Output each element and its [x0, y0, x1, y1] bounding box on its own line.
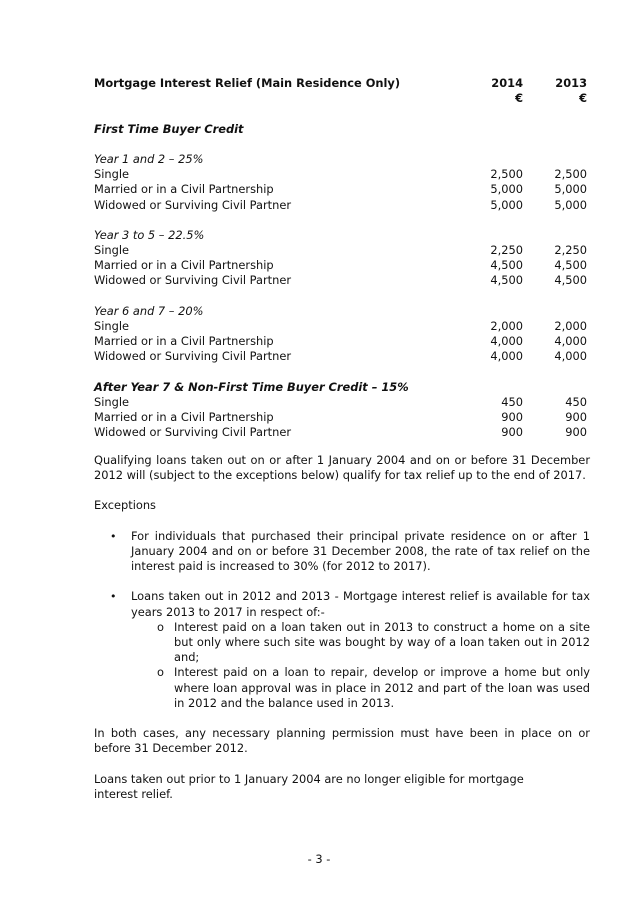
group-heading: Year 6 and 7 – 20%	[94, 303, 204, 318]
group-heading: Year 1 and 2 – 25%	[94, 151, 204, 166]
value-2013: 4,500	[554, 273, 587, 288]
document-page	[94, 76, 590, 802]
value-2013: 2,000	[554, 319, 587, 334]
both-cases-paragraph: In both cases, any necessary planning permission must have been in place on or before 31 December 2012.	[94, 726, 590, 756]
row-label: Single	[94, 243, 130, 258]
sub-bullet-text: Interest paid on a loan taken out in 2013 to construct a home on a site but only where such site was bought by way of a loan taken out in 2012 and;	[174, 619, 590, 665]
row-label: Widowed or Surviving Civil Partner	[94, 197, 292, 212]
section-title: First Time Buyer Credit	[94, 121, 244, 136]
row-label: Single	[94, 319, 130, 334]
rate-group	[94, 304, 590, 365]
row-label: Widowed or Surviving Civil Partner	[94, 273, 292, 288]
value-2014: 900	[501, 410, 523, 425]
value-2013: 900	[565, 410, 587, 425]
value-2013: 5,000	[554, 182, 587, 197]
table-row	[94, 410, 590, 425]
table-row	[94, 349, 590, 364]
value-2014: 2,250	[490, 243, 523, 258]
value-2014: 450	[501, 394, 523, 409]
qualifying-loans-paragraph: Qualifying loans taken out on or after 1 January 2004 and on or before 31 December 2012 will (subject to the exceptions below) qualify for tax relief up to the end of 2017.	[94, 452, 590, 482]
row-label: Married or in a Civil Partnership	[94, 182, 274, 197]
row-label: Single	[94, 394, 130, 409]
value-2013: 4,500	[554, 258, 587, 273]
col-2014-unit: €	[515, 91, 523, 106]
col-2014-year: 2014	[491, 76, 523, 90]
table-row	[94, 273, 590, 288]
value-2014: 5,000	[490, 197, 523, 212]
sub-bullet-text: Interest paid on a loan to repair, develop or improve a home but only where loan approval was in place in 2012 and part of the loan was used in 2012 and the balance used in 2013.	[174, 665, 590, 710]
value-2014: 4,500	[490, 258, 523, 273]
sub-bullet	[94, 665, 590, 711]
row-label: Widowed or Surviving Civil Partner	[94, 349, 292, 364]
bullet-icon: •	[110, 590, 117, 604]
sub-bullet	[94, 620, 590, 666]
table-title: Mortgage Interest Relief (Main Residence Only)	[94, 76, 401, 90]
prior-loans-paragraph: Loans taken out prior to 1 January 2004 are no longer eligible for mortgage interest relief.	[94, 771, 524, 801]
col-2013-year: 2013	[555, 76, 587, 90]
value-2013: 450	[565, 394, 587, 409]
table-row	[94, 167, 590, 182]
value-2014: 2,500	[490, 167, 523, 182]
table-row	[94, 258, 590, 273]
row-label: Married or in a Civil Partnership	[94, 334, 274, 349]
exception-bullet	[94, 529, 590, 575]
value-2013: 2,500	[554, 167, 587, 182]
rate-group	[94, 380, 590, 441]
value-2013: 5,000	[554, 197, 587, 212]
value-2014: 900	[501, 425, 523, 440]
value-2013: 4,000	[554, 349, 587, 364]
table-row	[94, 425, 590, 440]
bullet-text: Loans taken out in 2012 and 2013 - Mortgage interest relief is available for tax years 2013 to 2017 in respect of:-	[131, 589, 590, 619]
group-heading: Year 3 to 5 – 22.5%	[94, 227, 205, 242]
value-2013: 4,000	[554, 334, 587, 349]
value-2014: 4,500	[490, 273, 523, 288]
row-label: Widowed or Surviving Civil Partner	[94, 425, 292, 440]
value-2014: 4,000	[490, 349, 523, 364]
table-row	[94, 395, 590, 410]
value-2013: 2,250	[554, 243, 587, 258]
row-label: Married or in a Civil Partnership	[94, 410, 274, 425]
table-row	[94, 198, 590, 213]
row-label: Single	[94, 167, 130, 182]
exceptions-heading: Exceptions	[94, 498, 156, 513]
table-header	[94, 76, 590, 106]
circle-bullet-icon: o	[157, 665, 164, 680]
rate-group	[94, 152, 590, 213]
table-row	[94, 243, 590, 258]
group-heading: After Year 7 & Non-First Time Buyer Credit – 15%	[94, 379, 409, 394]
bullet-text: For individuals that purchased their principal private residence on or after 1 January 2004 and on or before 31 December 2008, the rate of tax relief on the interest paid is increased to 30% (for 2012 to 2017).	[131, 528, 590, 573]
col-2013-unit: €	[579, 91, 587, 106]
rate-group	[94, 228, 590, 289]
row-label: Married or in a Civil Partnership	[94, 258, 274, 273]
value-2014: 2,000	[490, 319, 523, 334]
bullet-icon: •	[110, 529, 117, 543]
table-row	[94, 334, 590, 349]
circle-bullet-icon: o	[157, 619, 164, 634]
value-2014: 4,000	[490, 334, 523, 349]
value-2014: 5,000	[490, 182, 523, 197]
table-row	[94, 182, 590, 197]
page-number: - 3 -	[307, 852, 331, 866]
table-row	[94, 319, 590, 334]
exception-bullet	[94, 589, 590, 619]
value-2013: 900	[565, 425, 587, 440]
